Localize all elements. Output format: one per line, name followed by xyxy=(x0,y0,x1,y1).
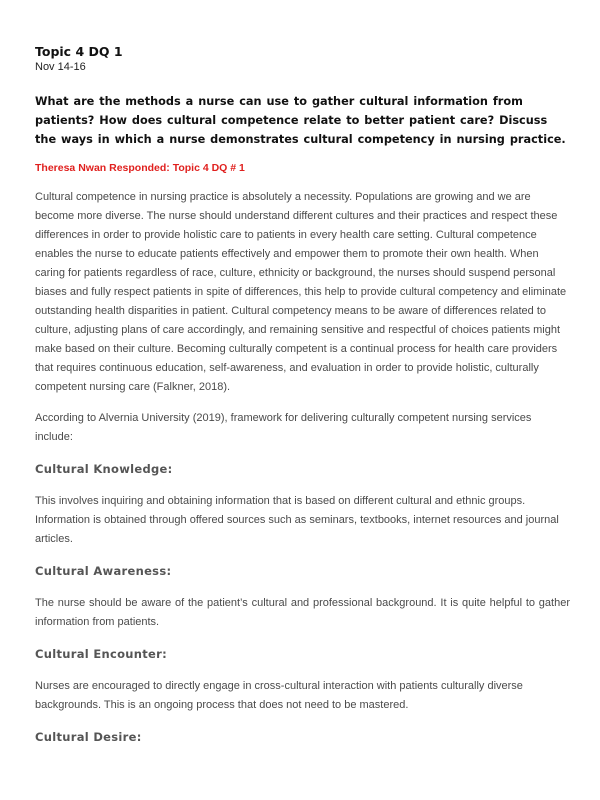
section-heading-encounter: Cultural Encounter: xyxy=(35,647,168,661)
framework-intro-paragraph: According to Alvernia University (2019), framework for delivering culturally competent nursing services include: xyxy=(35,412,532,443)
section-text-encounter: Nurses are encouraged to directly engage in cross-cultural interaction with patients culturally diverse backgrounds. This is an ongoing process that does not need to be mastered. xyxy=(35,680,523,711)
section-heading-knowledge: Cultural Knowledge: xyxy=(35,462,173,476)
section-text-awareness: The nurse should be aware of the patient’s cultural and professional background. It is quite helpful to gather information from patients. xyxy=(35,597,570,628)
intro-paragraph: Cultural competence in nursing practice is absolutely a necessity. Populations are growing and we are become more diverse. The nurse should understand different cultures and their practices and respect these differences in order to provide holistic care to patients in every health care setting. Cultural competence enables the nurse to educate patients effectively and empower them to promote their own health. When caring for patients regardless of race, culture, ethnicity or background, the nurses should suspend personal biases and fully respect patients in spite of differences, this help to provide cultural competency and eliminate outstanding health disparities in patient. Cultural competency means to be aware of differences related to culture, adjusting plans of care accordingly, and remaining sensitive and respectful of choices patients might make based on their culture. Becoming culturally competent is a continual process for health care providers that requires continuous education, self-awareness, and evaluation in order to provide holistic, culturally competent nursing care (Falkner, 2018). xyxy=(35,191,567,393)
responder-line: Theresa Nwan Responded: Topic 4 DQ # 1 xyxy=(35,162,245,174)
discussion-question: What are the methods a nurse can use to gather cultural information from patients? How does cultural competence relate to better patient care? Discuss the ways in which a nurse demonstrates cultural competency in nursing practice. xyxy=(35,95,566,146)
section-heading-desire: Cultural Desire: xyxy=(35,730,142,744)
section-heading-awareness: Cultural Awareness: xyxy=(35,564,172,578)
topic-title: Topic 4 DQ 1 xyxy=(35,44,123,59)
topic-date: Nov 14-16 xyxy=(35,61,86,73)
document-page xyxy=(35,44,570,745)
section-text-knowledge: This involves inquiring and obtaining information that is based on different cultural and ethnic groups. Information is obtained through offered sources such as seminars, textbooks, internet resources and journal articles. xyxy=(35,495,559,545)
